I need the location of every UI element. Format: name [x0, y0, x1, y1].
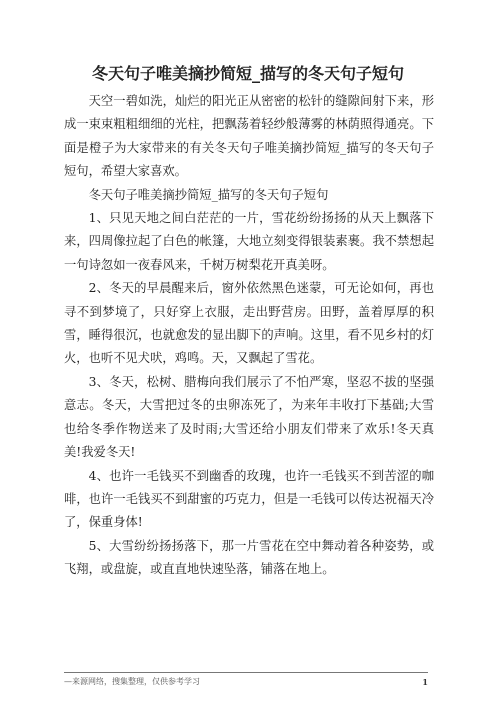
footer-source-note: —来源网络，搜集整理，仅供参考学习 — [64, 677, 200, 686]
body-paragraph-4: 4、也许一毛钱买不到幽香的玫瑰，也许一毛钱买不到苦涩的咖啡，也许一毛钱买不到甜蜜的巧克力，但是一毛钱可以传达祝福天冷了，保重身体! — [64, 468, 434, 530]
intro-paragraph: 天空一碧如洗，灿烂的阳光正从密密的松针的缝隙间射下来，形成一束束粗粗细细的光柱，把飘荡着轻纱般薄雾的林荫照得通亮。下面是橙子为大家带来的有关冬天句子唯美摘抄简短_描写的冬天句子短句，希望大家喜欢。 — [64, 94, 434, 179]
document-title: 冬天句子唯美摘抄简短_描写的冬天句子短句 — [91, 64, 404, 83]
document-body — [64, 90, 434, 582]
section-heading: 冬天句子唯美摘抄简短_描写的冬天句子短句 — [88, 187, 329, 202]
body-paragraph-5: 5、大雪纷纷扬扬落下，那一片雪花在空中舞动着各种姿势，或飞翔，或盘旋，或直直地快速坠落，铺落在地上。 — [64, 538, 434, 577]
body-paragraph-1: 1、只见天地之间白茫茫的一片，雪花纷纷扬扬的从天上飘落下来，四周像拉起了白色的帐篷，大地立刻变得银装素裹。我不禁想起一句诗忽如一夜春风来，千树万树梨花开真美呀。 — [64, 211, 434, 272]
page-number: 1 — [422, 677, 428, 687]
body-paragraph-3: 3、冬天，松树、腊梅向我们展示了不怕严寒，坚忍不拔的坚强意志。冬天，大雪把过冬的虫卵冻死了，为来年丰收打下基础;大雪也给冬季作物送来了及时雨;大雪还给小朋友们带来了欢乐!冬天真美!我爱冬天! — [64, 374, 434, 460]
body-paragraph-2: 2、冬天的早晨醒来后，窗外依然黑色迷蒙，可无论如何，再也寻不到梦境了，只好穿上衣服，走出野营房。田野，盖着厚厚的积雪，睡得很沉，也就愈发的显出脚下的声响。这里，看不见乡村的灯火，也听不见犬吠，鸡鸣。天，又飘起了雪花。 — [64, 281, 434, 366]
page-footer — [64, 672, 428, 691]
